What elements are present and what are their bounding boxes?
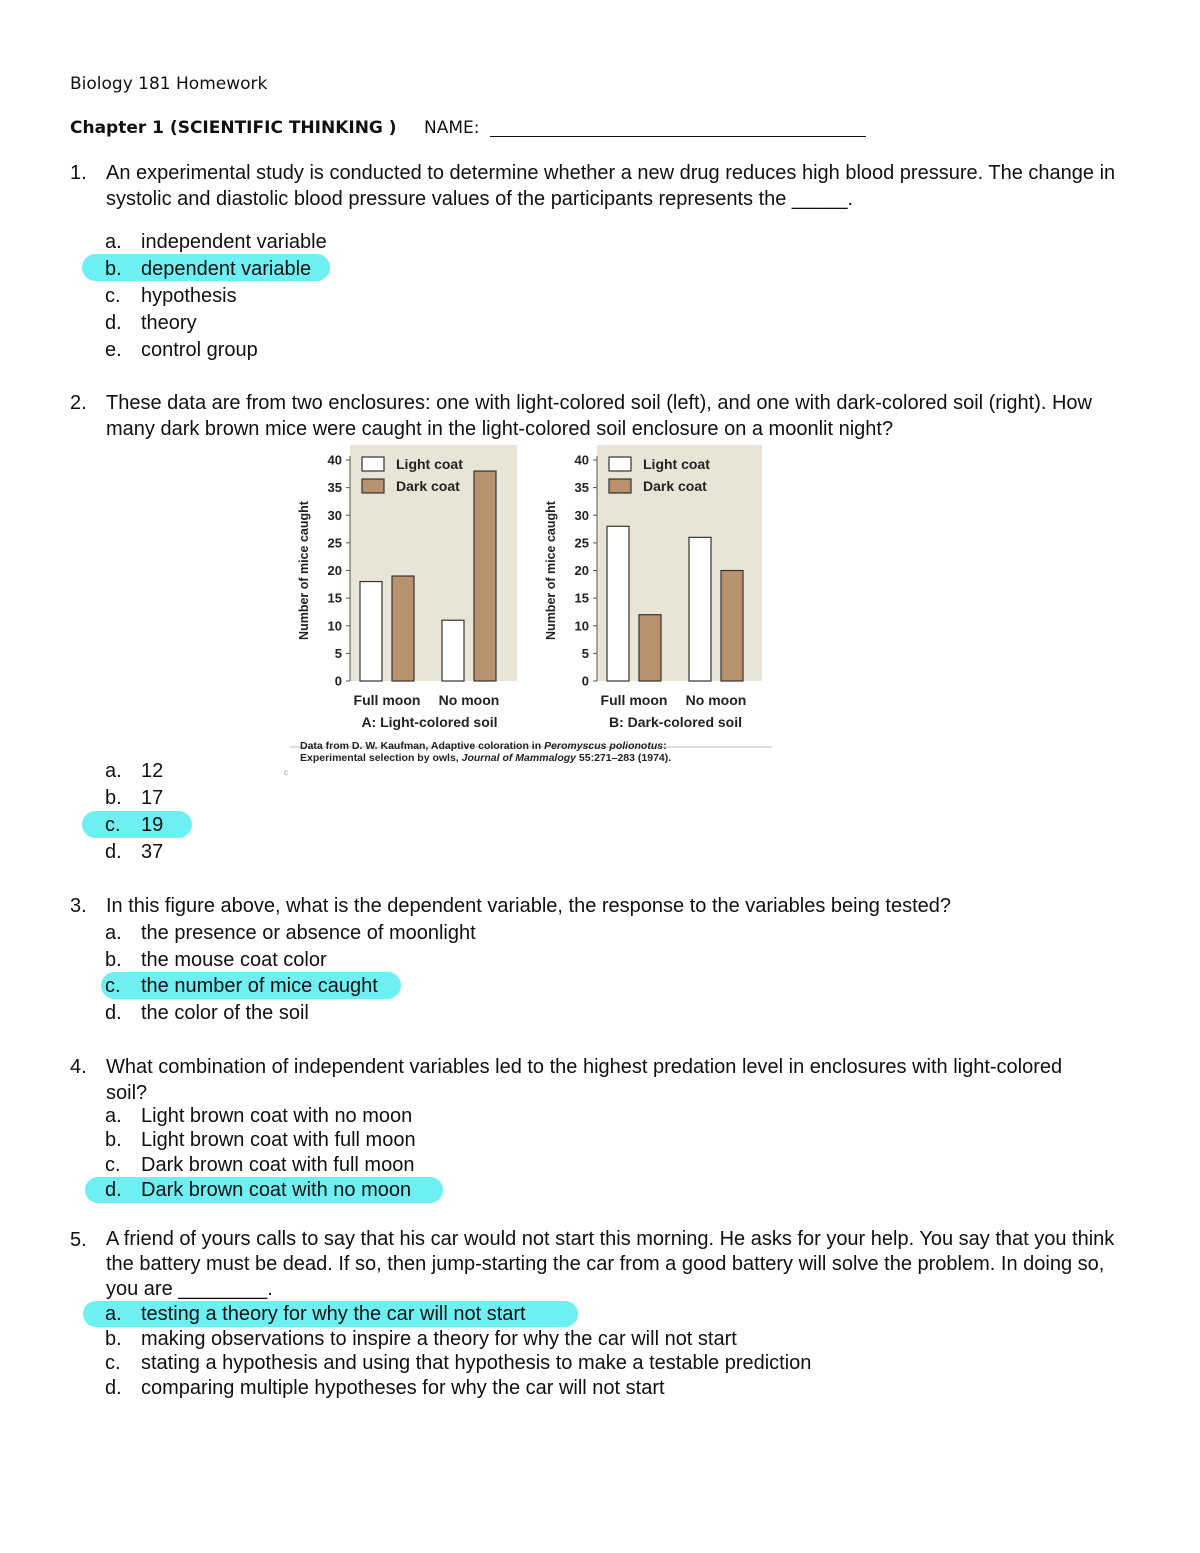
option-text: Dark brown coat with no moon (141, 1179, 412, 1201)
option-text: the presence or absence of moonlight (141, 922, 476, 944)
x-tick-label: No moon (685, 692, 747, 708)
legend-label: Dark coat (643, 478, 707, 494)
mice-predation-figure (284, 443, 790, 783)
option-letter: b. (105, 1328, 122, 1350)
y-tick-label: 25 (574, 535, 589, 551)
question-text: These data are from two enclosures: one with light-colored soil (left), and one with dark-colored soil (right). How many dark brown mice were caught in the light-colored soil enclosure on a moonlit night? (106, 392, 1092, 440)
y-tick-label: 40 (574, 452, 589, 468)
chart-title: A: Light-colored soil (361, 714, 498, 730)
question-text: A friend of yours calls to say that his car would not start this morning. He asks for your help. You say that you think the battery must be dead. If so, then jump-starting the car from a good battery will solve the problem. In doing so, you are ________. (106, 1228, 1115, 1300)
y-tick-label: 0 (581, 673, 589, 689)
chart-title: B: Dark-colored soil (608, 714, 743, 730)
y-tick-label: 20 (327, 563, 342, 578)
question-number: 5. (70, 1229, 87, 1251)
q4-option-c[interactable] (105, 1152, 414, 1178)
q1-option-b[interactable] (105, 256, 311, 282)
option-text: control group (141, 339, 258, 361)
y-tick-label: 35 (574, 480, 589, 496)
question-text: An experimental study is conducted to determine whether a new drug reduces high blood pressure. The change in systolic and diastolic blood pressure values of the participants represents the _____. (106, 162, 1116, 210)
option-text: dependent variable (141, 258, 312, 280)
name-label: NAME: (424, 118, 480, 138)
option-letter: b. (105, 1129, 122, 1151)
x-tick-label: Full moon (353, 692, 421, 708)
legend-swatch-light (609, 457, 631, 471)
y-tick-label: 10 (574, 618, 589, 634)
y-tick-label: 25 (327, 535, 342, 551)
option-letter: b. (105, 949, 122, 971)
y-tick-label: 40 (327, 452, 342, 468)
option-letter: a. (105, 231, 122, 253)
option-text: comparing multiple hypotheses for why the car will not start (141, 1377, 665, 1399)
q2-option-a[interactable] (105, 758, 163, 784)
q5-option-b[interactable] (105, 1326, 737, 1352)
y-tick-label: 30 (327, 507, 342, 523)
q4-option-d[interactable] (105, 1177, 411, 1203)
question-number: 4. (70, 1056, 87, 1078)
y-tick-label: 15 (327, 590, 342, 606)
y-axis-label: Number of mice caught (544, 501, 558, 640)
q1-option-a[interactable] (105, 229, 327, 255)
q3-option-d[interactable] (105, 1000, 309, 1026)
option-letter: c. (105, 1352, 121, 1374)
option-text: Dark brown coat with full moon (141, 1154, 415, 1176)
q1-option-d[interactable] (105, 310, 197, 336)
option-text: Light brown coat with no moon (141, 1105, 413, 1127)
y-tick-label: 0 (334, 673, 342, 689)
option-text: testing a theory for why the car will not start (141, 1303, 526, 1325)
q3-option-c[interactable] (105, 973, 378, 999)
option-letter: a. (105, 760, 122, 782)
option-letter: a. (105, 1303, 122, 1325)
question-text: What combination of independent variables led to the highest predation level in enclosures with light-colored soil? (106, 1056, 1063, 1104)
q5-option-c[interactable] (105, 1350, 811, 1376)
legend-swatch-dark (362, 479, 384, 493)
legend-label: Light coat (643, 456, 710, 472)
bar-light-coat (360, 582, 382, 681)
option-letter: d. (105, 1179, 122, 1201)
option-text: the mouse coat color (141, 949, 327, 971)
option-text: 19 (141, 814, 164, 836)
option-text: making observations to inspire a theory for why the car will not start (141, 1328, 737, 1350)
y-tick-label: 35 (327, 480, 342, 496)
y-axis-label: Number of mice caught (297, 501, 311, 640)
q2-option-c[interactable] (105, 812, 163, 838)
option-text: hypothesis (141, 285, 237, 307)
bar-light-coat (442, 620, 464, 681)
q2-option-b[interactable] (105, 785, 163, 811)
course-title: Biology 181 Homework (70, 74, 268, 94)
option-letter: c. (105, 814, 121, 836)
name-field-line[interactable] (490, 136, 866, 137)
option-letter: b. (105, 787, 122, 809)
bar-dark-coat (474, 471, 496, 681)
option-letter: b. (105, 258, 122, 280)
option-text: the color of the soil (141, 1002, 309, 1024)
question-number: 3. (70, 895, 87, 917)
bar-dark-coat (639, 615, 661, 681)
option-text: stating a hypothesis and using that hypothesis to make a testable prediction (141, 1352, 812, 1374)
bar-dark-coat (721, 571, 743, 682)
y-tick-label: 30 (574, 507, 589, 523)
question-text: In this figure above, what is the dependent variable, the response to the variables being tested? (106, 895, 951, 917)
stray-mark: c (284, 768, 288, 777)
y-tick-label: 20 (574, 563, 589, 578)
x-tick-label: No moon (438, 692, 500, 708)
x-tick-label: Full moon (600, 692, 668, 708)
bar-light-coat (689, 537, 711, 681)
y-tick-label: 10 (327, 618, 342, 634)
q5-option-a[interactable] (105, 1301, 526, 1327)
option-letter: e. (105, 339, 122, 361)
option-letter: c. (105, 285, 121, 307)
question-number: 2. (70, 392, 87, 414)
q3-option-b[interactable] (105, 947, 327, 973)
q1-option-c[interactable] (105, 283, 237, 309)
bar-light-coat (607, 526, 629, 681)
question-number: 1. (70, 162, 87, 184)
y-tick-label: 5 (581, 645, 589, 661)
q5-option-d[interactable] (105, 1375, 665, 1401)
legend-label: Light coat (396, 456, 463, 472)
option-text: Light brown coat with full moon (141, 1129, 416, 1151)
option-letter: a. (105, 922, 122, 944)
q4-option-a[interactable] (105, 1103, 412, 1129)
y-tick-label: 15 (574, 590, 589, 606)
option-text: 17 (141, 787, 164, 809)
legend-swatch-light (362, 457, 384, 471)
option-letter: d. (105, 1377, 122, 1399)
option-letter: d. (105, 841, 122, 863)
bar-dark-coat (392, 576, 414, 681)
q4-option-b[interactable] (105, 1127, 416, 1153)
option-letter: c. (105, 1154, 121, 1176)
option-letter: d. (105, 1002, 122, 1024)
option-letter: c. (105, 975, 121, 997)
legend-swatch-dark (609, 479, 631, 493)
q3-option-a[interactable] (105, 920, 476, 946)
legend-label: Dark coat (396, 478, 460, 494)
option-letter: a. (105, 1105, 122, 1127)
option-letter: d. (105, 312, 122, 334)
option-text: independent variable (141, 231, 327, 253)
q1-option-e[interactable] (105, 337, 258, 363)
chapter-title: Chapter 1 (SCIENTIFIC THINKING ) (70, 118, 397, 138)
source-citation-line-2: Experimental selection by owls, Journal of Mammalogy 55:271–283 (1974). (300, 752, 672, 764)
option-text: the number of mice caught (141, 975, 378, 997)
option-text: 12 (141, 760, 164, 782)
y-tick-label: 5 (334, 645, 342, 661)
source-citation-line-1: Data from D. W. Kaufman, Adaptive coloration in Peromyscus polionotus: (300, 740, 667, 752)
option-text: theory (141, 312, 197, 334)
option-text: 37 (141, 841, 164, 863)
bar-charts (284, 443, 790, 783)
q2-option-d[interactable] (105, 839, 163, 865)
